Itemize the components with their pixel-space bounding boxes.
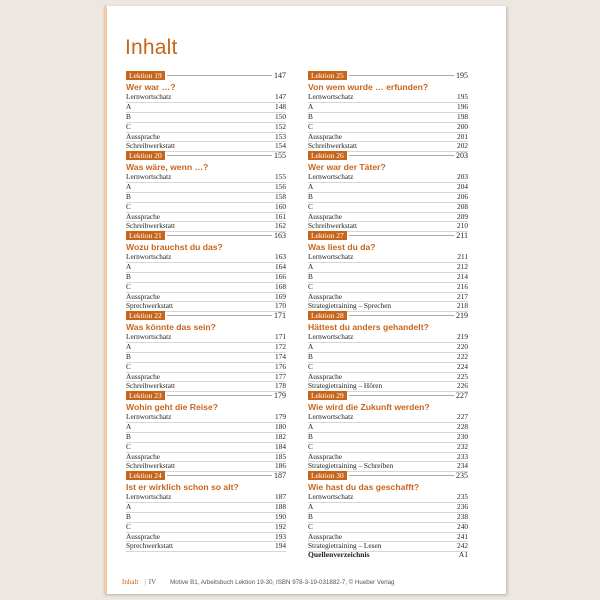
entry-label: Aussprache — [308, 531, 343, 541]
toc-entry — [126, 433, 286, 443]
entry-label: C — [126, 361, 131, 371]
entry-page-number: 217 — [457, 291, 468, 301]
lesson-badge: Lektion 28 — [308, 311, 347, 320]
toc-entry — [126, 493, 286, 503]
entry-page-number: 190 — [275, 511, 286, 521]
entry-label: Aussprache — [308, 451, 343, 461]
entry-page-number: 171 — [275, 332, 286, 341]
toc-column-right — [308, 70, 468, 560]
entry-label: B — [308, 271, 313, 281]
entry-label: Lernwortschatz — [126, 332, 172, 341]
entry-label: Aussprache — [308, 291, 343, 301]
entry-page-number: 230 — [457, 431, 468, 441]
entry-label: Lernwortschatz — [308, 492, 354, 501]
toc-entry — [308, 253, 468, 263]
entry-label: Strategietraining – Sprechen — [308, 301, 392, 311]
toc-entry — [308, 103, 468, 113]
entry-label: A — [126, 181, 132, 191]
lesson-title: Wohin geht die Reise? — [126, 402, 218, 412]
entry-label: C — [126, 201, 131, 211]
toc-section — [308, 150, 468, 230]
toc-entry — [308, 343, 468, 353]
entry-label: Lernwortschatz — [308, 332, 354, 341]
lesson-row — [126, 470, 286, 480]
lesson-page-number: 211 — [456, 230, 468, 240]
entry-label: Schreibwerkstatt — [308, 141, 358, 151]
lesson-badge: Lektion 25 — [308, 71, 347, 80]
toc-entry — [308, 433, 468, 443]
entry-label: Aussprache — [308, 371, 343, 381]
entry-page-number: 174 — [275, 351, 286, 361]
entry-label: Lernwortschatz — [308, 92, 354, 101]
entry-page-number: 225 — [457, 371, 468, 381]
entry-page-number: 153 — [275, 131, 286, 141]
entry-label: Aussprache — [126, 291, 161, 301]
entry-label: C — [308, 441, 313, 451]
entry-label: Aussprache — [126, 371, 161, 381]
toc-entry — [126, 173, 286, 183]
entry-label: Schreibwerkstatt — [308, 221, 358, 231]
leader-line — [167, 395, 272, 396]
entry-page-number: 210 — [457, 221, 468, 231]
entry-label: A — [308, 421, 314, 431]
toc-section — [126, 230, 286, 310]
entry-label: Schreibwerkstatt — [126, 461, 176, 471]
lesson-title: Ist er wirklich schon so alt? — [126, 482, 239, 492]
entry-label: Schreibwerkstatt — [126, 381, 176, 391]
toc-entry — [126, 113, 286, 123]
lesson-badge: Lektion 30 — [308, 471, 347, 480]
entry-page-number: 158 — [275, 191, 286, 201]
lesson-title: Was wäre, wenn …? — [126, 162, 209, 172]
entry-label: A — [126, 421, 132, 431]
entry-page-number: 169 — [275, 291, 286, 301]
entry-page-number: 228 — [457, 421, 468, 431]
entry-page-number: 154 — [275, 141, 286, 151]
toc-entry — [126, 103, 286, 113]
entry-page-number: 196 — [457, 101, 468, 111]
lesson-row — [126, 310, 286, 320]
entry-label: Strategietraining – Hören — [308, 381, 383, 391]
leader-line — [167, 75, 272, 76]
entry-page-number: 192 — [275, 521, 286, 531]
entry-page-number: 214 — [457, 271, 468, 281]
entry-page-number: 162 — [275, 221, 286, 231]
leader-line — [349, 395, 454, 396]
toc-entry — [126, 503, 286, 513]
entry-page-number: 160 — [275, 201, 286, 211]
entry-label: A — [308, 101, 314, 111]
entry-label: B — [126, 191, 131, 201]
toc-entry — [308, 183, 468, 193]
lesson-row — [126, 70, 286, 80]
entry-page-number: 172 — [275, 341, 286, 351]
entry-label: Lernwortschatz — [308, 172, 354, 181]
toc-entry — [308, 353, 468, 363]
toc-entry — [308, 423, 468, 433]
lesson-title: Wer war der Täter? — [308, 162, 386, 172]
lesson-row — [126, 230, 286, 240]
entry-label: A — [308, 181, 314, 191]
lesson-page-number: 171 — [274, 310, 286, 320]
lesson-title: Was liest du da? — [308, 242, 376, 252]
leader-line — [349, 75, 454, 76]
entry-page-number: 206 — [457, 191, 468, 201]
entry-label: B — [308, 111, 313, 121]
entry-label: B — [126, 111, 131, 121]
lesson-row — [126, 390, 286, 400]
lesson-page-number: 235 — [456, 470, 468, 480]
entry-label: Aussprache — [126, 451, 161, 461]
entry-page-number: 187 — [275, 492, 286, 501]
entry-label: C — [126, 281, 131, 291]
toc-entry — [308, 493, 468, 503]
toc-entry — [308, 93, 468, 103]
lesson-row — [308, 230, 468, 240]
entry-label: Lernwortschatz — [126, 252, 172, 261]
leader-line — [167, 235, 272, 236]
footer-divider: | — [144, 578, 146, 586]
leader-line — [349, 315, 454, 316]
entry-label: B — [126, 511, 131, 521]
entry-page-number: 195 — [457, 92, 468, 101]
entry-label: Strategietraining – Lesen — [308, 541, 382, 551]
lesson-badge: Lektion 22 — [126, 311, 165, 320]
lesson-badge: Lektion 24 — [126, 471, 165, 480]
entry-label: A — [308, 501, 314, 511]
entry-label: Lernwortschatz — [308, 412, 354, 421]
entry-page-number: 150 — [275, 111, 286, 121]
entry-page-number: 234 — [457, 461, 468, 471]
entry-page-number: 168 — [275, 281, 286, 291]
entry-label: Sprechwerkstatt — [126, 301, 174, 311]
toc-entry — [126, 423, 286, 433]
toc-section — [126, 70, 286, 150]
toc-section — [308, 390, 468, 470]
entry-page-number: 208 — [457, 201, 468, 211]
entry-page-number: 170 — [275, 301, 286, 311]
toc-entry — [126, 333, 286, 343]
entry-page-number: 178 — [275, 381, 286, 391]
toc-column-left — [126, 70, 286, 550]
toc-entry — [126, 413, 286, 423]
toc-entry — [308, 333, 468, 343]
lesson-page-number: 163 — [274, 230, 286, 240]
toc-entry — [308, 113, 468, 123]
page-title: Inhalt — [125, 36, 178, 59]
page-footer — [122, 578, 394, 586]
entry-label: A — [126, 341, 132, 351]
entry-page-number: 240 — [457, 521, 468, 531]
toc-entry — [308, 273, 468, 283]
entry-page-number: 179 — [275, 412, 286, 421]
entry-page-number: 220 — [457, 341, 468, 351]
toc-entry — [308, 413, 468, 423]
entry-label: B — [308, 191, 313, 201]
footer-credit: Motive B1, Arbeitsbuch Lektion 19-30, ISBN 978-3-19-031882-7, © Hueber Verlag — [170, 578, 395, 586]
entry-page-number: 148 — [275, 101, 286, 111]
entry-page-number: 177 — [275, 371, 286, 381]
entry-label: A — [126, 261, 132, 271]
entry-label: Lernwortschatz — [308, 252, 354, 261]
entry-label: B — [308, 351, 313, 361]
lesson-page-number: 227 — [456, 390, 468, 400]
entry-label: A — [308, 341, 314, 351]
entry-label: Sprechwerkstatt — [126, 541, 174, 551]
lesson-title: Was könnte das sein? — [126, 322, 216, 332]
entry-label: B — [126, 351, 131, 361]
entry-page-number: 155 — [275, 172, 286, 181]
entry-label: Aussprache — [308, 211, 343, 221]
toc-entry — [126, 273, 286, 283]
page-edge-accent — [104, 6, 107, 594]
quellenverzeichnis-label: Quellenverzeichnis — [308, 550, 370, 559]
toc-entry — [126, 183, 286, 193]
entry-label: C — [126, 121, 131, 131]
lesson-title: Wozu brauchst du das? — [126, 242, 223, 252]
entry-page-number: 185 — [275, 451, 286, 461]
toc-entry — [126, 193, 286, 203]
lesson-row — [308, 70, 468, 80]
toc-section — [308, 70, 468, 150]
entry-page-number: 203 — [457, 172, 468, 181]
leader-line — [167, 155, 272, 156]
entry-label: A — [308, 261, 314, 271]
lesson-badge: Lektion 29 — [308, 391, 347, 400]
leader-line — [349, 475, 454, 476]
entry-page-number: 212 — [457, 261, 468, 271]
lesson-badge: Lektion 20 — [126, 151, 165, 160]
entry-label: C — [308, 121, 313, 131]
lesson-page-number: 195 — [456, 70, 468, 80]
entry-page-number: 209 — [457, 211, 468, 221]
entry-label: A — [126, 101, 132, 111]
toc-entry — [126, 343, 286, 353]
leader-line — [167, 315, 272, 316]
entry-page-number: 180 — [275, 421, 286, 431]
entry-label: Lernwortschatz — [126, 412, 172, 421]
lesson-title: Wer war …? — [126, 82, 176, 92]
toc-section — [126, 150, 286, 230]
document-page — [104, 6, 506, 594]
footer-section-label: Inhalt — [122, 578, 139, 586]
entry-page-number: 163 — [275, 252, 286, 261]
toc-entry — [126, 513, 286, 523]
entry-page-number: 235 — [457, 492, 468, 501]
entry-page-number: 233 — [457, 451, 468, 461]
leader-line — [167, 475, 272, 476]
entry-page-number: 166 — [275, 271, 286, 281]
entry-label: Strategietraining – Schreiben — [308, 461, 394, 471]
lesson-row — [308, 310, 468, 320]
lesson-badge: Lektion 21 — [126, 231, 165, 240]
toc-entry — [308, 173, 468, 183]
footer-page-number: IV — [148, 578, 157, 586]
toc-section — [126, 470, 286, 550]
leader-line — [349, 155, 454, 156]
lesson-badge: Lektion 27 — [308, 231, 347, 240]
lesson-page-number: 155 — [274, 150, 286, 160]
entry-page-number: 164 — [275, 261, 286, 271]
entry-page-number: 224 — [457, 361, 468, 371]
entry-label: Schreibwerkstatt — [126, 221, 176, 231]
toc-section — [126, 310, 286, 390]
entry-page-number: 211 — [457, 252, 468, 261]
entry-label: Aussprache — [308, 131, 343, 141]
lesson-page-number: 187 — [274, 470, 286, 480]
lesson-title: Wie hast du das geschafft? — [308, 482, 420, 492]
entry-page-number: 242 — [457, 541, 468, 551]
entry-label: B — [308, 511, 313, 521]
lesson-badge: Lektion 26 — [308, 151, 347, 160]
toc-entry — [308, 193, 468, 203]
entry-page-number: 182 — [275, 431, 286, 441]
lesson-title: Hättest du anders gehandelt? — [308, 322, 429, 332]
entry-page-number: 193 — [275, 531, 286, 541]
entry-label: Lernwortschatz — [126, 92, 172, 101]
lesson-page-number: 219 — [456, 310, 468, 320]
entry-page-number: 222 — [457, 351, 468, 361]
lesson-row — [308, 150, 468, 160]
entry-page-number: 216 — [457, 281, 468, 291]
entry-label: A — [126, 501, 132, 511]
lesson-page-number: 179 — [274, 390, 286, 400]
toc-section — [308, 230, 468, 310]
toc-entry — [126, 93, 286, 103]
lesson-page-number: 203 — [456, 150, 468, 160]
toc-section — [126, 390, 286, 470]
entry-page-number: 186 — [275, 461, 286, 471]
entry-label: C — [308, 361, 313, 371]
entry-label: Lernwortschatz — [126, 172, 172, 181]
entry-page-number: 201 — [457, 131, 468, 141]
entry-page-number: 227 — [457, 412, 468, 421]
entry-label: Aussprache — [126, 211, 161, 221]
entry-page-number: 161 — [275, 211, 286, 221]
entry-label: C — [308, 201, 313, 211]
lesson-badge: Lektion 19 — [126, 71, 165, 80]
entry-label: C — [126, 441, 131, 451]
entry-page-number: 238 — [457, 511, 468, 521]
entry-label: Aussprache — [126, 531, 161, 541]
entry-page-number: 176 — [275, 361, 286, 371]
toc-entry — [126, 263, 286, 273]
lesson-title: Von wem wurde … erfunden? — [308, 82, 429, 92]
entry-page-number: 198 — [457, 111, 468, 121]
lesson-badge: Lektion 23 — [126, 391, 165, 400]
leader-line — [349, 235, 455, 236]
toc-section — [308, 470, 468, 550]
entry-page-number: 147 — [275, 92, 286, 101]
toc-entry — [308, 503, 468, 513]
entry-label: Lernwortschatz — [126, 492, 172, 501]
entry-page-number: 188 — [275, 501, 286, 511]
lesson-row — [308, 390, 468, 400]
toc-entry — [126, 253, 286, 263]
entry-label: B — [308, 431, 313, 441]
entry-label: B — [126, 271, 131, 281]
lesson-title: Wie wird die Zukunft werden? — [308, 402, 430, 412]
entry-page-number: 226 — [457, 381, 468, 391]
entry-label: Schreibwerkstatt — [126, 141, 176, 151]
entry-page-number: 156 — [275, 181, 286, 191]
lesson-row — [308, 470, 468, 480]
quellenverzeichnis-row — [308, 550, 468, 560]
entry-page-number: 219 — [457, 332, 468, 341]
entry-page-number: 200 — [457, 121, 468, 131]
entry-page-number: 241 — [457, 531, 468, 541]
lesson-page-number: 147 — [274, 70, 286, 80]
quellenverzeichnis-page: A1 — [458, 550, 468, 559]
entry-label: B — [126, 431, 131, 441]
entry-label: C — [308, 521, 313, 531]
entry-page-number: 232 — [457, 441, 468, 451]
entry-label: C — [308, 281, 313, 291]
entry-page-number: 184 — [275, 441, 286, 451]
lesson-row — [126, 150, 286, 160]
toc-section — [308, 310, 468, 390]
entry-label: C — [126, 521, 131, 531]
toc-entry — [126, 542, 286, 552]
entry-label: Aussprache — [126, 131, 161, 141]
entry-page-number: 236 — [457, 501, 468, 511]
entry-page-number: 152 — [275, 121, 286, 131]
toc-entry — [126, 353, 286, 363]
toc-entry — [308, 513, 468, 523]
toc-entry — [308, 263, 468, 273]
entry-page-number: 194 — [275, 541, 286, 551]
entry-page-number: 218 — [457, 301, 468, 311]
entry-page-number: 202 — [457, 141, 468, 151]
entry-page-number: 204 — [457, 181, 468, 191]
